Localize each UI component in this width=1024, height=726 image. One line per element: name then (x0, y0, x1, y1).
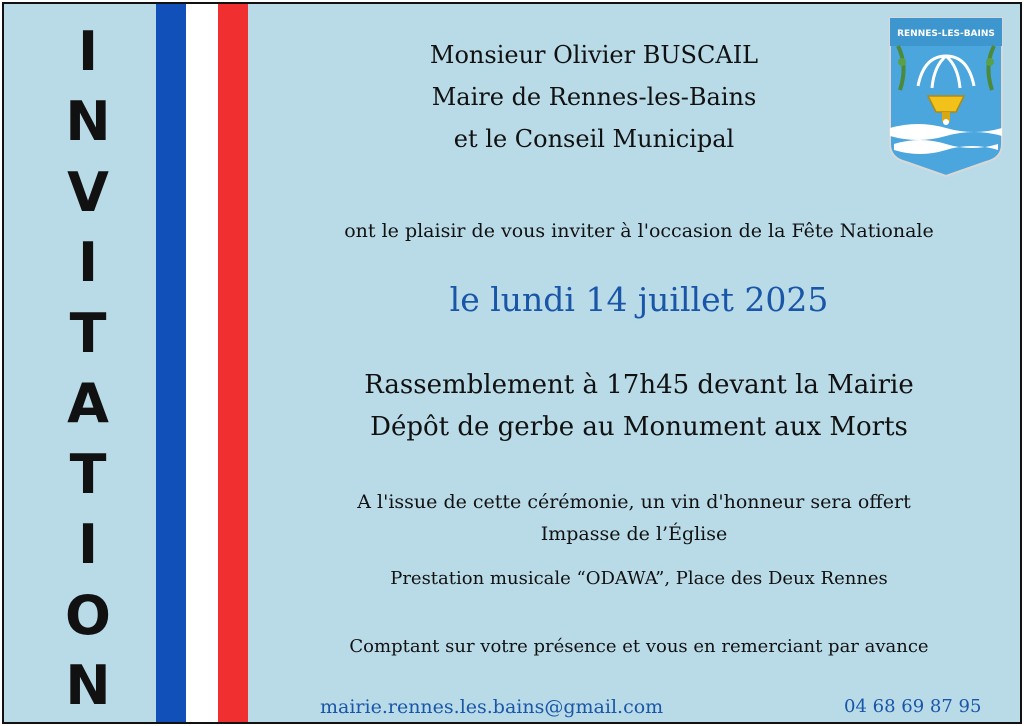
invite-line: ont le plaisir de vous inviter à l'occasion de la Fête Nationale (344, 220, 934, 242)
title-letter: T (69, 301, 107, 365)
email-link[interactable]: mairie.rennes.les.bains@gmail.com (320, 696, 664, 718)
event-date: le lundi 14 juillet 2025 (449, 280, 829, 319)
reception-block (254, 486, 1014, 550)
mayor-name: Monsieur Olivier BUSCAIL (429, 41, 759, 69)
title-letter: I (77, 20, 99, 83)
flag-stripe-red (218, 4, 248, 722)
title-letter: V (67, 160, 109, 224)
mayor-title: Maire de Rennes-les-Bains (431, 83, 757, 111)
title-letter: A (67, 372, 109, 436)
svg-text:RENNES-LES-BAINS: RENNES-LES-BAINS (897, 29, 995, 39)
reception-line: A l'issue de cette cérémonie, un vin d'honneur sera offert (357, 491, 911, 513)
closing-line: Comptant sur votre présence et vous en remerciant par avance (349, 636, 929, 657)
title-letter: I (77, 231, 99, 295)
program-gathering: Rassemblement à 17h45 devant la Mairie (364, 370, 914, 400)
phone-number[interactable]: 04 68 69 87 95 (844, 696, 982, 717)
title-letter: I (77, 513, 99, 577)
program-block (254, 364, 1022, 448)
invitation-card (2, 2, 1022, 724)
flag-stripe-white (186, 4, 218, 722)
music-line: Prestation musicale “ODAWA”, Place des Deux Rennes (390, 568, 888, 589)
council-line: et le Conseil Municipal (453, 125, 735, 153)
title-letter: N (65, 653, 111, 717)
title-letter: T (69, 442, 107, 506)
header-block (254, 34, 934, 160)
reception-location: Impasse de l’Église (540, 523, 728, 545)
flag-stripe-blue (156, 4, 186, 722)
title-letter: O (65, 583, 111, 647)
title-letter: N (65, 90, 111, 154)
program-wreath: Dépôt de gerbe au Monument aux Morts (370, 412, 908, 442)
invitation-vertical-title (48, 20, 128, 717)
